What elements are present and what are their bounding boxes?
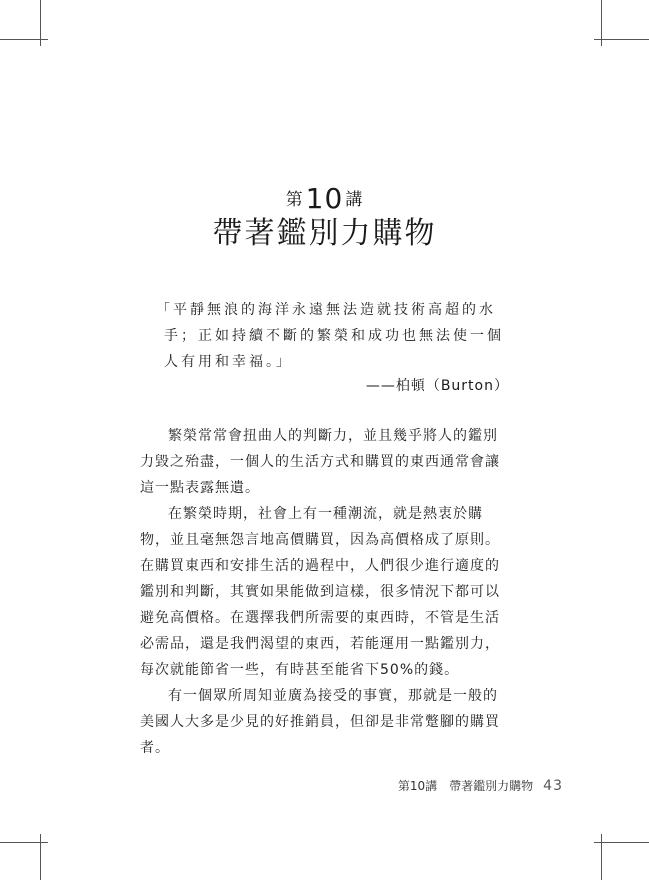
- running-title: 第10講 帶著鑑別力購物: [397, 779, 534, 793]
- chapter-title: 帶著鑑別力購物: [212, 216, 437, 251]
- crop-mark: [40, 834, 41, 880]
- epigraph-attribution: ——柏頓（Burton）: [365, 378, 509, 394]
- chapter-suffix: 講: [345, 190, 364, 210]
- crop-mark: [0, 39, 48, 40]
- paragraph: 在繁榮時期，社會上有一種潮流，就是熱衷於購物，並且毫無怨言地高價購買，因為高價格成了原則。在購買東西和安排生活的過程中，人們很少進行適度的鑑別和判斷，其實如果能做到這樣，很多情況下都可以避免高價格。在選擇我們所需要的東西時，不管是生活必需品，還是我們渴望的東西，若能運用一點鑑別力，每次就能節省一些，有時甚至能省下50%的錢。: [140, 506, 500, 678]
- paragraph: 有一個眾所周知並廣為接受的事實，那就是一般的美國人大多是少見的好推銷員，但卻是非常蹩腳的購買者。: [140, 688, 500, 756]
- crop-mark: [0, 842, 48, 843]
- epigraph-quote: 「平靜無浪的海洋永遠無法造就技術高超的水手；正如持續不斷的繁榮和成功也無法使一個人有用和幸福。」: [156, 302, 504, 370]
- chapter-number: 10: [305, 182, 344, 215]
- paragraph: 繁榮常常會扭曲人的判斷力，並且幾乎將人的鑑別力毀之殆盡，一個人的生活方式和購買的東西通常會讓這一點表露無遺。: [140, 428, 500, 496]
- epigraph: [156, 297, 508, 375]
- crop-mark: [594, 842, 649, 843]
- crop-mark: [594, 39, 649, 40]
- page-footer: [398, 777, 563, 794]
- crop-mark: [601, 834, 602, 880]
- page-number: 43: [543, 778, 563, 794]
- body-text: [140, 423, 508, 761]
- chapter-prefix: 第: [285, 190, 304, 210]
